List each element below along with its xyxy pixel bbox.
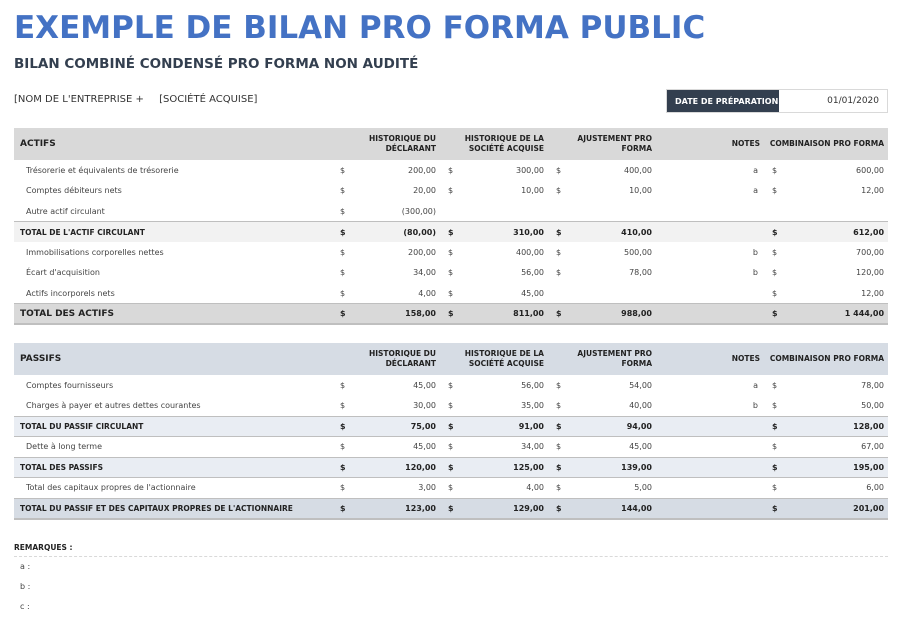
value-ajustement[interactable]: 139,00 [621, 462, 652, 472]
value-ajustement[interactable]: 988,00 [621, 309, 652, 318]
currency-symbol: $ [556, 503, 562, 513]
value-societe[interactable]: 56,00 [521, 268, 544, 278]
value-declarant[interactable]: 4,00 [418, 288, 436, 298]
currency-symbol [440, 201, 464, 222]
currency-symbol: $ [448, 247, 454, 257]
currency-symbol: $ [772, 247, 778, 257]
currency-symbol: $ [448, 288, 454, 298]
value-declarant[interactable]: 158,00 [405, 309, 436, 318]
total-row [14, 498, 888, 519]
row-label: Comptes fournisseurs [26, 380, 114, 390]
currency-symbol: $ [772, 462, 778, 472]
remark-b[interactable]: b : [20, 582, 31, 591]
currency-symbol: $ [556, 227, 562, 237]
total-row [14, 222, 888, 243]
company-line [14, 94, 269, 105]
value-societe[interactable]: 811,00 [513, 309, 544, 318]
value-combinaison[interactable]: 128,00 [853, 421, 885, 431]
currency-symbol: $ [556, 483, 562, 493]
currency-symbol: $ [772, 227, 778, 237]
value-societe[interactable]: 4,00 [526, 483, 544, 493]
currency-symbol: $ [556, 421, 562, 431]
value-combinaison[interactable]: 201,00 [853, 503, 885, 513]
value-societe[interactable]: 45,00 [521, 288, 544, 298]
currency-symbol: $ [772, 165, 778, 175]
currency-symbol: $ [340, 186, 346, 196]
currency-symbol: $ [772, 186, 778, 196]
currency-symbol: $ [772, 421, 778, 431]
table-row [14, 396, 888, 417]
preparation-date-label: DATE DE PRÉPARATION [667, 90, 779, 112]
currency-symbol: $ [556, 165, 562, 175]
value-societe[interactable]: 310,00 [513, 227, 544, 237]
row-label: Autre actif circulant [26, 206, 105, 216]
page-title: EXEMPLE DE BILAN PRO FORMA PUBLIC [14, 10, 706, 46]
col-historique-societe: HISTORIQUE DE LA SOCIÉTÉ ACQUISE [464, 134, 544, 153]
value-note[interactable]: a [753, 186, 758, 196]
table-row [14, 478, 888, 499]
currency-symbol: $ [448, 186, 454, 196]
currency-symbol: $ [772, 442, 778, 452]
value-note[interactable] [656, 457, 764, 478]
value-declarant[interactable]: 200,00 [408, 165, 436, 175]
value-combinaison[interactable]: 12,00 [861, 288, 885, 298]
currency-symbol: $ [340, 380, 346, 390]
currency-symbol: $ [556, 247, 562, 257]
currency-symbol: $ [772, 483, 778, 493]
remark-a[interactable]: a : [20, 562, 31, 571]
col-combinaison: COMBINAISON PRO FORMA [769, 354, 885, 363]
currency-symbol: $ [340, 401, 346, 410]
table-row [14, 263, 888, 284]
row-label: Écart d'acquisition [26, 268, 100, 278]
currency-symbol: $ [340, 309, 346, 318]
currency-symbol: $ [340, 206, 346, 216]
company-name-field[interactable]: [NOM DE L'ENTREPRISE + [14, 94, 144, 105]
preparation-date-field[interactable]: 01/01/2020 [779, 90, 887, 112]
currency-symbol: $ [448, 165, 454, 175]
value-ajustement[interactable]: 10,00 [629, 186, 652, 196]
currency-symbol: $ [448, 442, 454, 452]
col-historique-societe: HISTORIQUE DE LA SOCIÉTÉ ACQUISE [464, 349, 544, 368]
currency-symbol: $ [340, 421, 346, 431]
currency-symbol: $ [340, 462, 346, 472]
value-declarant[interactable]: 120,00 [405, 462, 436, 472]
value-ajustement[interactable]: 5,00 [634, 483, 652, 493]
col-notes: NOTES [731, 139, 760, 148]
currency-symbol: $ [448, 401, 454, 410]
value-note[interactable]: b [752, 268, 758, 278]
value-ajustement[interactable]: 500,00 [624, 247, 652, 257]
value-combinaison[interactable]: 600,00 [856, 165, 885, 175]
row-label: Immobilisations corporelles nettes [26, 247, 164, 257]
table-row [14, 437, 888, 458]
value-declarant[interactable]: 30,00 [413, 401, 436, 410]
col-ajustement: AJUSTEMENT PRO FORMA [577, 134, 652, 153]
row-label: Charges à payer et autres dettes courantes [26, 401, 201, 410]
currency-symbol: $ [772, 268, 778, 278]
col-ajustement: AJUSTEMENT PRO FORMA [577, 349, 652, 368]
total-row [14, 304, 888, 325]
value-note[interactable]: b [752, 401, 758, 410]
currency-symbol: $ [340, 247, 346, 257]
value-declarant[interactable]: 45,00 [413, 442, 436, 452]
currency-symbol: $ [556, 268, 562, 278]
row-label: TOTAL DES PASSIFS [20, 462, 103, 472]
value-note[interactable] [656, 283, 764, 304]
liabilities-table [14, 343, 888, 520]
currency-symbol: $ [448, 268, 454, 278]
remark-c[interactable]: c : [20, 602, 30, 611]
row-label: Total des capitaux propres de l'actionnaire [26, 483, 196, 493]
value-combinaison[interactable]: 50,00 [861, 401, 885, 410]
currency-symbol: $ [340, 483, 346, 493]
value-note[interactable]: b [752, 247, 758, 257]
total-row [14, 457, 888, 478]
value-ajustement[interactable]: 400,00 [624, 165, 652, 175]
row-label: TOTAL DU PASSIF ET DES CAPITAUX PROPRES DE L'ACTIONNAIRE [20, 503, 293, 513]
col-combinaison: COMBINAISON PRO FORMA [769, 139, 885, 148]
currency-symbol: $ [340, 503, 346, 513]
currency-symbol: $ [340, 165, 346, 175]
currency-symbol: $ [340, 288, 346, 298]
value-declarant[interactable]: 45,00 [413, 380, 436, 390]
value-note[interactable] [656, 437, 764, 458]
value-ajustement[interactable]: 40,00 [629, 401, 652, 410]
value-ajustement[interactable]: 45,00 [629, 442, 652, 452]
col-historique-declarant: HISTORIQUE DU DÉCLARANT [368, 349, 436, 368]
currency-symbol: $ [448, 227, 454, 237]
currency-symbol [764, 201, 788, 222]
currency-symbol: $ [340, 227, 346, 237]
value-note[interactable] [656, 201, 764, 222]
currency-symbol [548, 201, 572, 222]
row-label: TOTAL DE L'ACTIF CIRCULANT [20, 227, 145, 237]
value-ajustement[interactable]: 78,00 [629, 268, 652, 278]
liabilities-header-row [14, 343, 888, 375]
value-declarant[interactable]: 20,00 [413, 186, 436, 196]
value-ajustement[interactable]: 410,00 [621, 227, 652, 237]
value-note[interactable]: a [753, 380, 758, 390]
value-societe[interactable]: 34,00 [521, 442, 544, 452]
value-ajustement[interactable]: 54,00 [629, 380, 652, 390]
value-declarant[interactable]: (300,00) [401, 206, 436, 216]
assets-heading: ACTIFS [20, 139, 56, 149]
currency-symbol: $ [448, 483, 454, 493]
col-notes: NOTES [731, 354, 760, 363]
table-row [14, 242, 888, 263]
acquired-company-field[interactable]: [SOCIÉTÉ ACQUISE] [159, 94, 258, 105]
value-declarant[interactable]: 34,00 [413, 268, 436, 278]
total-row [14, 416, 888, 437]
value-ajustement[interactable]: 94,00 [626, 421, 652, 431]
value-societe[interactable] [464, 201, 548, 222]
row-label: TOTAL DES ACTIFS [20, 308, 114, 319]
currency-symbol [548, 283, 572, 304]
currency-symbol: $ [448, 503, 454, 513]
currency-symbol: $ [556, 442, 562, 452]
table-row [14, 201, 888, 222]
remarks-section [14, 543, 888, 617]
value-combinaison[interactable]: 1 444,00 [844, 309, 885, 318]
liabilities-body [14, 375, 888, 519]
value-combinaison[interactable]: 700,00 [856, 247, 885, 257]
currency-symbol: $ [772, 380, 778, 390]
liabilities-heading: PASSIFS [20, 354, 62, 364]
value-combinaison[interactable]: 6,00 [866, 483, 885, 493]
currency-symbol: $ [556, 186, 562, 196]
col-historique-declarant: HISTORIQUE DU DÉCLARANT [368, 134, 436, 153]
value-societe[interactable]: 91,00 [518, 421, 544, 431]
value-ajustement[interactable] [572, 283, 656, 304]
assets-table [14, 128, 888, 325]
currency-symbol: $ [772, 288, 778, 298]
value-note[interactable] [656, 478, 764, 499]
currency-symbol: $ [556, 380, 562, 390]
table-row [14, 160, 888, 181]
value-ajustement[interactable] [572, 201, 656, 222]
value-societe[interactable]: 129,00 [513, 503, 544, 513]
value-declarant[interactable]: (80,00) [403, 227, 436, 237]
value-ajustement[interactable]: 144,00 [621, 503, 652, 513]
value-societe[interactable]: 300,00 [516, 165, 544, 175]
value-combinaison[interactable]: 612,00 [853, 227, 885, 237]
value-societe[interactable]: 56,00 [521, 380, 544, 390]
value-declarant[interactable]: 3,00 [418, 483, 436, 493]
value-combinaison[interactable]: 12,00 [861, 186, 885, 196]
currency-symbol: $ [448, 309, 454, 318]
currency-symbol: $ [448, 462, 454, 472]
value-note[interactable] [656, 498, 764, 519]
row-label: Comptes débiteurs nets [26, 186, 122, 196]
currency-symbol: $ [556, 401, 562, 410]
table-row [14, 181, 888, 202]
value-combinaison[interactable]: 67,00 [861, 442, 885, 452]
value-combinaison[interactable] [788, 201, 888, 222]
preparation-date-box [666, 89, 888, 113]
assets-body [14, 160, 888, 324]
page-subtitle: BILAN COMBINÉ CONDENSÉ PRO FORMA NON AUDITÉ [14, 56, 419, 72]
row-label: Actifs incorporels nets [26, 288, 115, 298]
currency-symbol: $ [448, 421, 454, 431]
value-declarant[interactable]: 75,00 [410, 421, 436, 431]
value-combinaison[interactable]: 195,00 [853, 462, 885, 472]
assets-header-row [14, 128, 888, 160]
value-societe[interactable]: 400,00 [516, 247, 544, 257]
currency-symbol: $ [772, 503, 778, 513]
currency-symbol: $ [772, 401, 778, 410]
value-note[interactable]: a [753, 165, 758, 175]
currency-symbol: $ [772, 309, 778, 318]
currency-symbol: $ [340, 442, 346, 452]
value-note[interactable] [656, 222, 764, 243]
value-societe[interactable]: 35,00 [521, 401, 544, 410]
row-label: Trésorerie et équivalents de trésorerie [26, 165, 179, 175]
row-label: TOTAL DU PASSIF CIRCULANT [20, 421, 144, 431]
value-declarant[interactable]: 123,00 [405, 503, 436, 513]
currency-symbol: $ [556, 309, 562, 318]
currency-symbol: $ [448, 380, 454, 390]
currency-symbol: $ [556, 462, 562, 472]
remarks-title: REMARQUES : [14, 543, 888, 557]
table-row [14, 375, 888, 396]
value-societe[interactable]: 125,00 [513, 462, 544, 472]
value-note[interactable] [656, 304, 764, 325]
value-note[interactable] [656, 416, 764, 437]
table-row [14, 283, 888, 304]
currency-symbol: $ [340, 268, 346, 278]
value-combinaison[interactable]: 78,00 [861, 380, 885, 390]
value-societe[interactable]: 10,00 [521, 186, 544, 196]
value-declarant[interactable]: 200,00 [408, 247, 436, 257]
value-combinaison[interactable]: 120,00 [856, 268, 885, 278]
row-label: Dette à long terme [26, 442, 102, 452]
